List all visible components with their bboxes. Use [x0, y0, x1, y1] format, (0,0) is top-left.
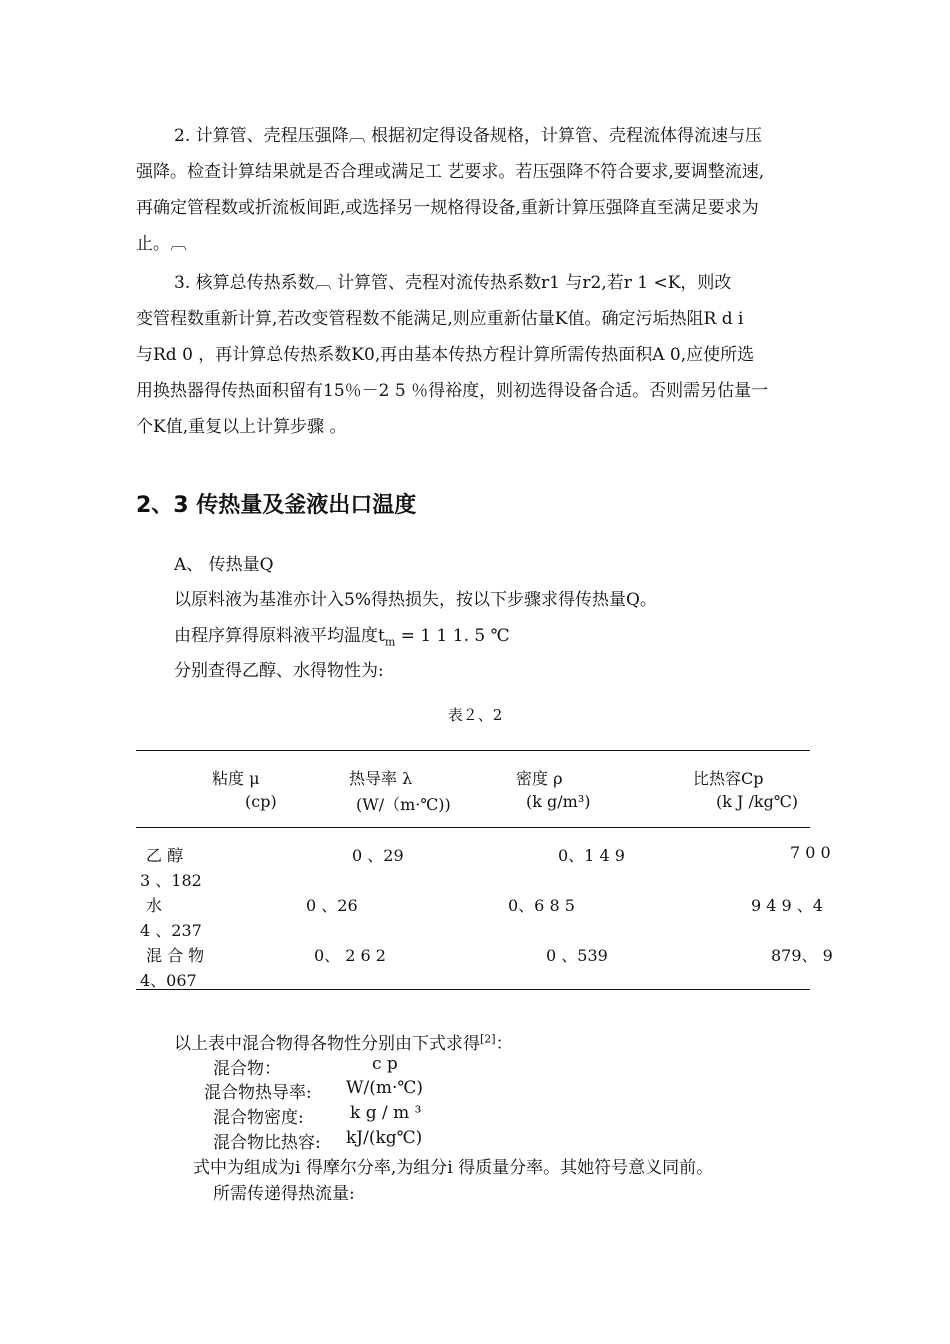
- text: 以上表中混合物得各物性分别由下式求得: [174, 1034, 480, 1054]
- text-line: 用换热器得传热面积留有15％－2 5 ％得裕度，则初选得设备合适。否则需另估量一: [136, 381, 769, 401]
- formula-intro: [174, 1029, 513, 1054]
- table-row-label: 混 合 物: [146, 946, 205, 965]
- column-unit: (k g/m³): [526, 792, 591, 811]
- text-line: 止。︹: [136, 234, 187, 254]
- section-heading: 2、3 传热量及釜液出口温度: [136, 493, 417, 518]
- text-line: 再确定管程数或折流板间距,或选择另一规格得设备,重新计算压强降直至满足要求为: [136, 198, 759, 218]
- table-cell: 0、1 4 9: [558, 846, 625, 865]
- formula-unit: W/(m·℃): [346, 1078, 424, 1098]
- table-cell: 0 、29: [352, 846, 404, 865]
- table-cell: 9 4 9 、4: [751, 896, 823, 915]
- text: 由程序算得原料液平均温度t: [174, 626, 385, 646]
- column-unit: (k J /kg℃): [716, 792, 798, 811]
- formula-label: 混合物密度:: [213, 1108, 304, 1128]
- table-top-rule: [136, 750, 810, 751]
- text-line: 2. 计算管、壳程压强降︹ 根据初定得设备规格，计算管、壳程流体得流速与压: [174, 126, 763, 146]
- table-cell: 0、6 8 5: [508, 896, 575, 915]
- table-cell: 0 、539: [546, 946, 608, 965]
- text-line: 3. 核算总传热系数︹ 计算管、壳程对流传热系数r1 与r2,若r 1 <K，则改: [174, 273, 732, 293]
- body-text: 分别查得乙醇、水得物性为:: [174, 661, 384, 681]
- column-header: 密度 ρ: [516, 769, 563, 788]
- text: = 1 1 1. 5 ℃: [395, 626, 510, 646]
- average-temperature-line: [174, 621, 510, 648]
- table-cell: 4、067: [140, 971, 197, 990]
- table-bottom-rule: [136, 989, 810, 990]
- column-header: 热导率 λ: [349, 769, 413, 788]
- table-row-label: 乙 醇: [146, 846, 184, 865]
- text: ：: [495, 1034, 513, 1054]
- column-unit: (cp): [245, 792, 277, 811]
- column-header: 比热容Cp: [693, 769, 764, 788]
- column-unit: (W/（m·℃)): [356, 795, 451, 814]
- table-cell: 3 、182: [140, 871, 202, 890]
- paragraph-pressure-drop: [136, 118, 848, 262]
- column-header: 粘度 μ: [212, 769, 260, 788]
- table-cell: 879、 9: [771, 946, 833, 965]
- formula-label: 混合物比热容:: [213, 1133, 321, 1153]
- formula-label: 混合物：: [213, 1059, 281, 1079]
- table-cell: 4 、237: [140, 921, 202, 940]
- text-line: 个K值,重复以上计算步骤 。: [136, 417, 347, 437]
- formula-label: 混合物热导率:: [204, 1083, 312, 1103]
- formula-unit: c p: [372, 1054, 398, 1074]
- formula-unit: kJ/(kg℃): [346, 1128, 423, 1148]
- body-text: 所需传递得热流量:: [213, 1184, 355, 1204]
- subsection-label: A、 传热量Q: [174, 555, 274, 575]
- text-line: 变管程数重新计算,若改变管程数不能满足,则应重新估量K值。确定污垢热阻R d i: [136, 309, 744, 329]
- table-cell: 7 0 0: [790, 843, 831, 862]
- table-header-rule: [136, 827, 810, 828]
- table-cell: 0 、26: [306, 896, 358, 915]
- subscript: m: [384, 635, 396, 649]
- table-row-label: 水: [146, 896, 163, 915]
- table-caption: 表２、2: [447, 706, 503, 724]
- text-line: 强降。检查计算结果就是否合理或满足工 艺要求。若压强降不符合要求,要调整流速,: [136, 162, 765, 182]
- body-text: 式中为组成为i 得摩尔分率,为组分i 得质量分率。其她符号意义同前。: [193, 1158, 714, 1178]
- citation-ref: [2]: [480, 1032, 496, 1046]
- body-text: 以原料液为基准亦计入5%得热损失，按以下步骤求得传热量Q。: [174, 590, 657, 610]
- paragraph-heat-transfer-coefficient: [136, 265, 848, 445]
- formula-unit: k g / m ³: [350, 1103, 422, 1123]
- table-cell: 0、 2 6 2: [314, 946, 386, 965]
- text-line: 与Rd 0 ，再计算总传热系数K0,再由基本传热方程计算所需传热面积A 0,应使所选: [136, 345, 755, 365]
